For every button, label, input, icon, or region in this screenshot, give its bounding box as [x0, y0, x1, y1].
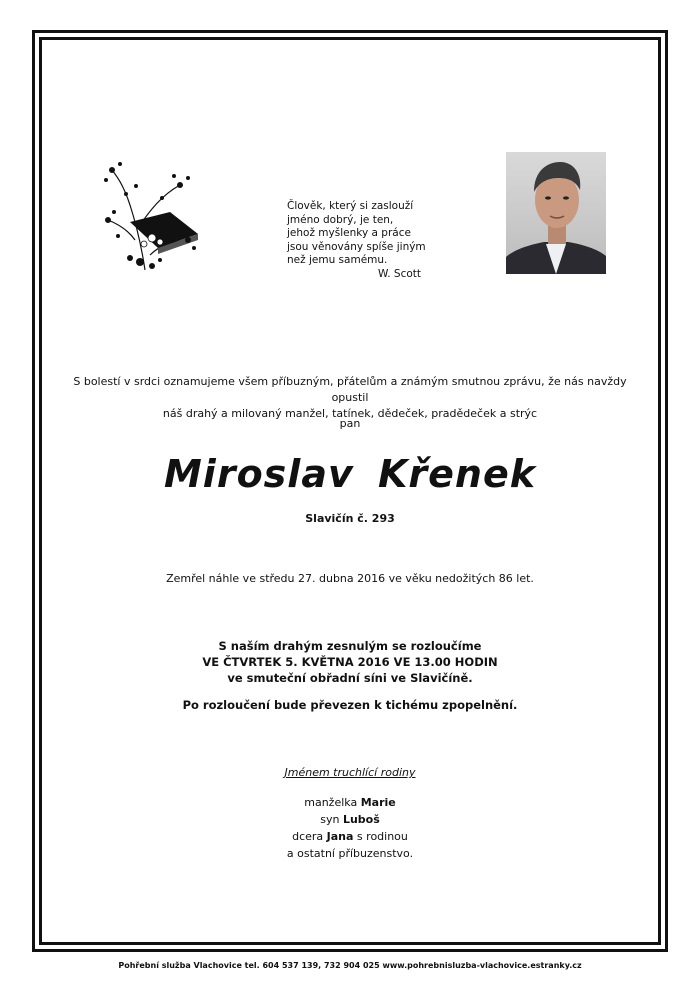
family-member: [60, 845, 640, 862]
family-list: [60, 794, 640, 862]
quote-line: než jemu samému.: [287, 254, 388, 266]
funeral-service-footer: Pohřební služba Vlachovice tel. 604 537 139, 732 904 025 www.pohrebnisluzba-vlachovice.estranky.cz: [118, 961, 582, 970]
relation: manželka: [304, 796, 361, 809]
portrait-photo: [506, 152, 606, 274]
announcement-line: náš drahý a milovaný manžel, tatínek, dědeček, pradědeček a strýc: [162, 407, 538, 420]
quote-line: Člověk, který si zaslouží: [287, 200, 414, 212]
quote-author: W. Scott: [378, 267, 421, 280]
funeral-line: S naším drahým zesnulým se rozloučíme: [218, 639, 482, 653]
family-member: [60, 811, 640, 828]
quote-line: jsou věnovány spíše jiným: [287, 240, 426, 253]
family-member: [60, 828, 640, 845]
relation: syn: [320, 813, 343, 826]
relation-suffix: s rodinou: [353, 830, 408, 843]
announcement-line: S bolestí v srdci oznamujeme všem příbuzným, přátelům a známým smutnou zprávu, že nás navždy opustil: [73, 375, 627, 404]
announcement-text: [60, 374, 640, 422]
deceased-name: Miroslav Křenek: [163, 452, 537, 496]
funeral-details: [60, 638, 640, 686]
member-name: Marie: [360, 796, 396, 809]
relation: a ostatní příbuzenstvo.: [286, 847, 414, 860]
deceased-address: Slavičín č. 293: [305, 512, 395, 525]
relation: dcera: [292, 830, 327, 843]
death-notice: Zemřel náhle ve středu 27. dubna 2016 ve věku nedožitých 86 let.: [166, 572, 534, 585]
quote-line: jehož myšlenky a práce: [287, 227, 411, 239]
salutation: pan: [339, 417, 361, 430]
member-name: Luboš: [342, 813, 380, 826]
quote-line: jméno dobrý, je ten,: [287, 213, 394, 226]
family-member: [60, 794, 640, 811]
family-header: Jménem truchlící rodiny: [284, 766, 416, 779]
cremation-note: Po rozloučení bude převezen k tichému zpopelnění.: [182, 698, 518, 712]
memorial-quote: [287, 200, 437, 281]
funeral-line: VE ČTVRTEK 5. KVĚTNA 2016 VE 13.00 HODIN: [202, 655, 498, 669]
funeral-line: ve smuteční obřadní síni ve Slavičíně.: [227, 671, 473, 685]
member-name: Jana: [326, 830, 354, 843]
book-flowers-icon: [100, 150, 205, 275]
